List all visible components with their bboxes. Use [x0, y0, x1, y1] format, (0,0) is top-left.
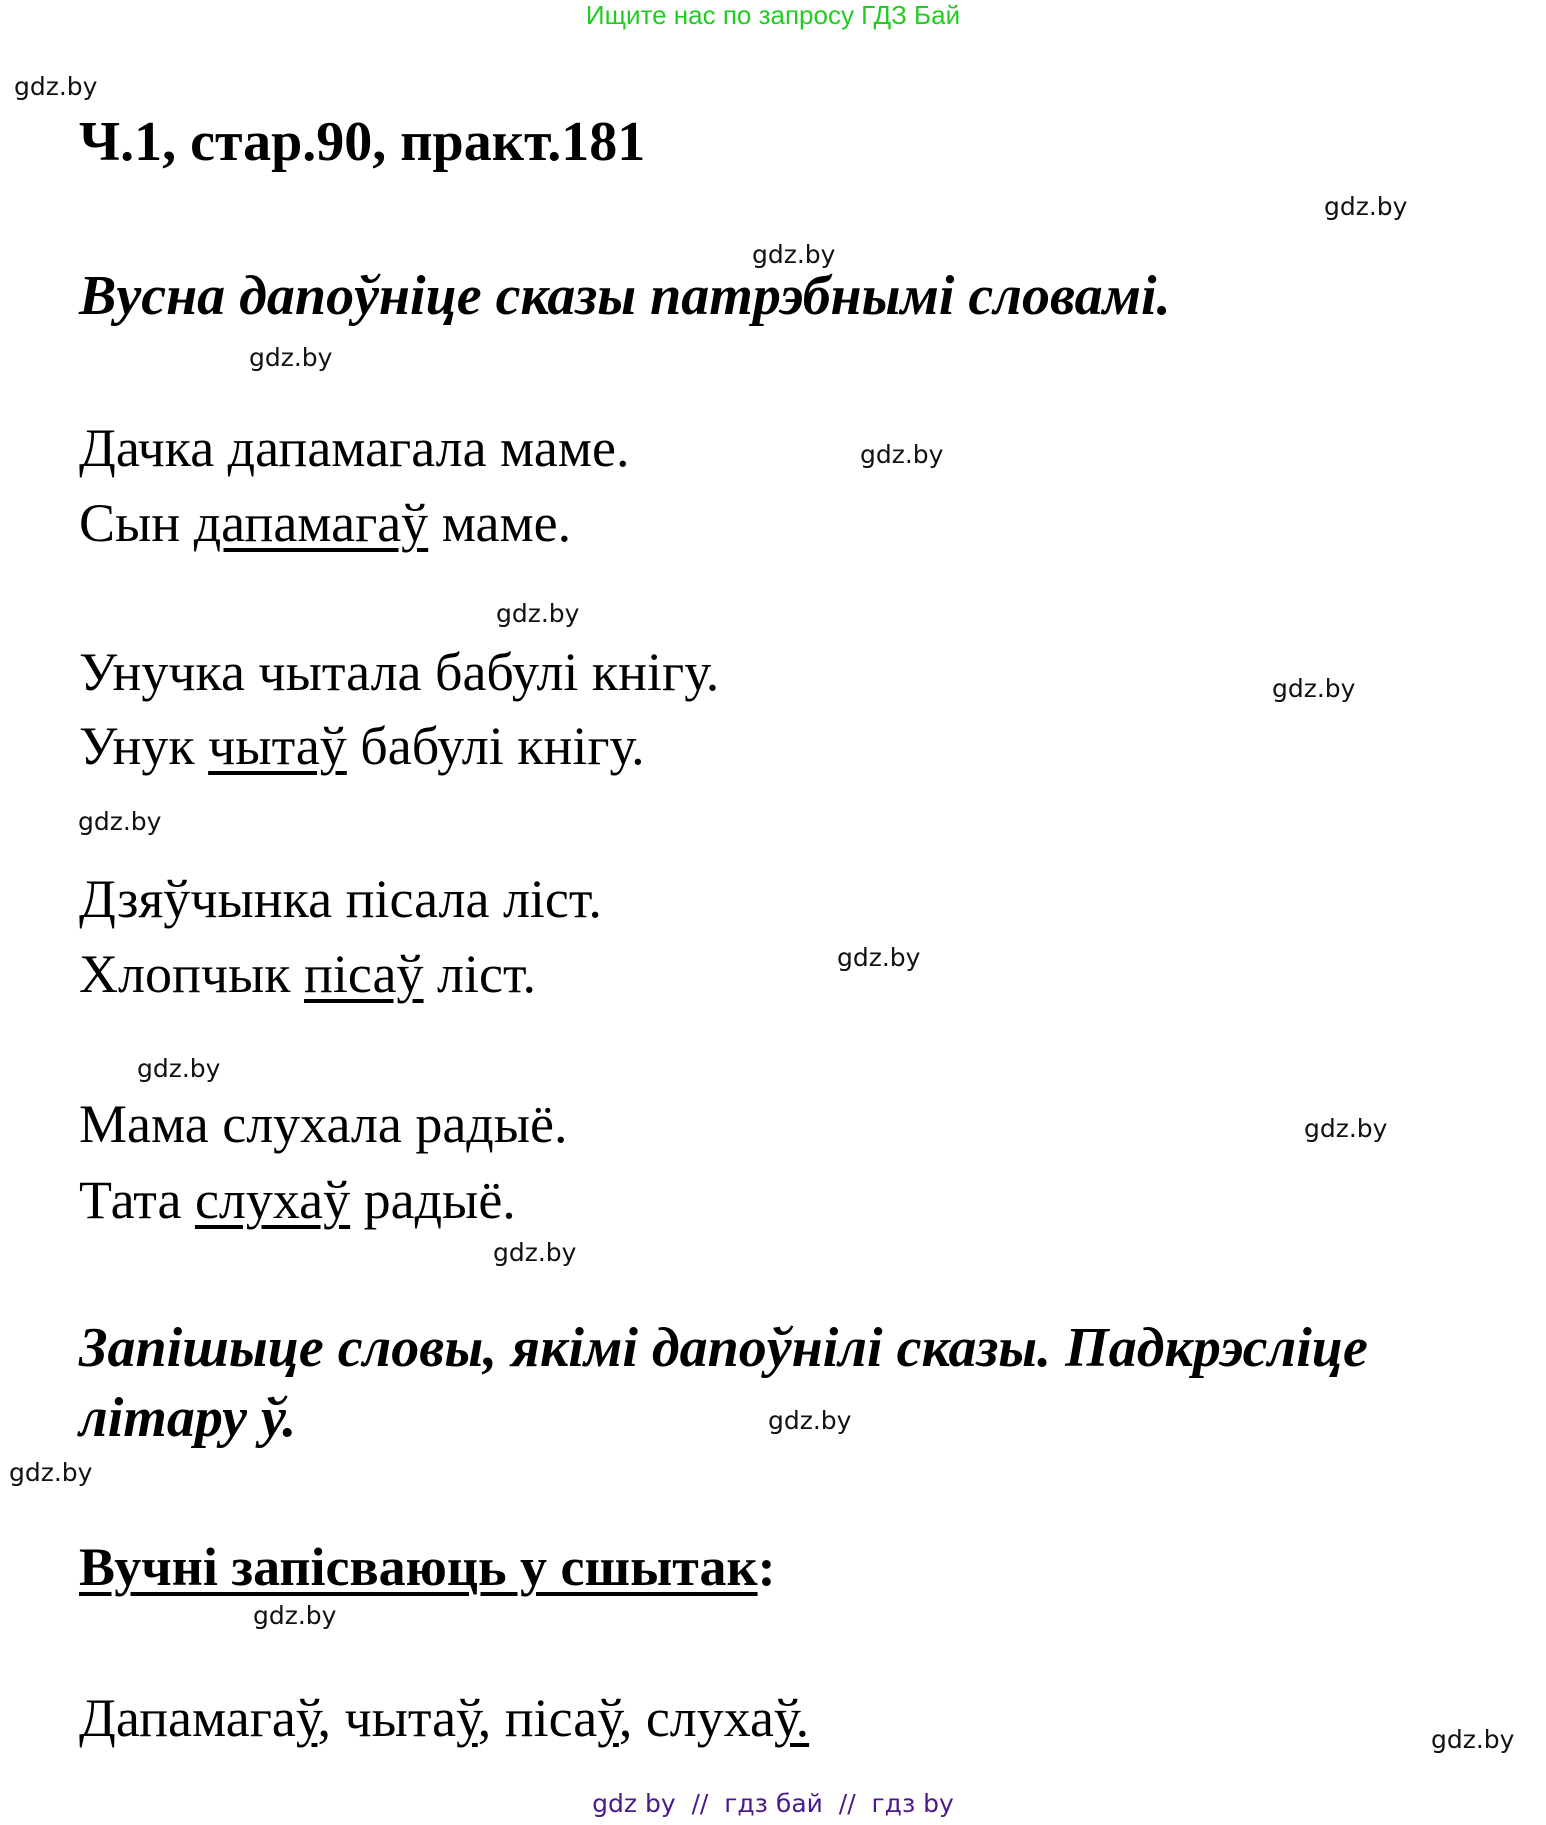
answer-word: пісаў [304, 944, 424, 1004]
answer-word: дапамагаў [193, 493, 429, 553]
task-instruction-1: Вусна дапоўніце сказы патрэбнымі словамі. [79, 265, 1171, 327]
sentence-text: Сын [79, 493, 194, 553]
underlined-letter: ў [597, 1688, 619, 1748]
separator: , [477, 1688, 505, 1748]
separator: , [317, 1688, 345, 1748]
watermark: gdz.by [9, 1458, 93, 1487]
sentence-male [79, 491, 571, 555]
watermark: gdz.by [837, 943, 921, 972]
sentence-text: Унук [79, 716, 209, 776]
task-instruction-2: Запішыце словы, якімі дапоўнілі сказы. Падкрэсліце [79, 1317, 1368, 1379]
underlined-letter: ў [456, 1688, 478, 1748]
sentence-male [79, 714, 645, 778]
task-instruction-2-cont: літару ў. [79, 1387, 297, 1449]
answer-word: чытаў [208, 716, 347, 776]
sentence-male [79, 1168, 516, 1232]
page-title: Ч.1, стар.90, практ.181 [79, 111, 646, 173]
sentence-female: Дзяўчынка пісала ліст. [79, 869, 602, 929]
sentence-text: радыё. [350, 1170, 516, 1230]
notebook-heading-text: Вучні запісваюць у сшытак [79, 1537, 758, 1597]
watermark: gdz.by [137, 1054, 221, 1083]
search-banner: Ищите нас по запросу ГДЗ Бай [585, 0, 961, 30]
sentence-female: Мама слухала радыё. [79, 1094, 568, 1154]
watermark: gdz.by [253, 1601, 337, 1630]
watermark: gdz.by [493, 1238, 577, 1267]
sentence-text: бабулі кнігу. [346, 716, 645, 776]
word-stem: піса [504, 1688, 598, 1748]
watermark: gdz.by [78, 807, 162, 836]
watermark: gdz.by [14, 72, 98, 101]
sentence-text: маме. [428, 493, 572, 553]
word-stem: Дапамага [79, 1688, 296, 1748]
sentence-text: Хлопчык [79, 944, 305, 1004]
watermark: gdz.by [752, 240, 836, 269]
underlined-letter: ў. [774, 1688, 810, 1748]
watermark: gdz.by [496, 599, 580, 628]
watermark: gdz.by [1304, 1114, 1388, 1143]
watermark: gdz.by [1431, 1725, 1515, 1754]
word-stem: чыта [344, 1688, 457, 1748]
watermark: gdz.by [249, 343, 333, 372]
notebook-heading [79, 1535, 776, 1599]
sentence-text: ліст. [423, 944, 536, 1004]
sentence-female: Дачка дапамагала маме. [79, 418, 630, 478]
watermark: gdz.by [1324, 192, 1408, 221]
answer-line [79, 1686, 809, 1750]
underlined-letter: ў [295, 1688, 318, 1748]
sentence-male [79, 942, 536, 1006]
watermark: gdz.by [768, 1406, 852, 1435]
watermark: gdz.by [1272, 674, 1356, 703]
sentence-text: Тата [79, 1170, 195, 1230]
watermark: gdz.by [860, 440, 944, 469]
footer-links: gdz by // гдз бай // гдз by [592, 1789, 954, 1818]
answer-word: слухаў [194, 1170, 351, 1230]
separator: , [618, 1688, 646, 1748]
sentence-female: Унучка чытала бабулі кнігу. [79, 642, 720, 702]
word-stem: слуха [645, 1688, 775, 1748]
colon: : [757, 1537, 776, 1597]
